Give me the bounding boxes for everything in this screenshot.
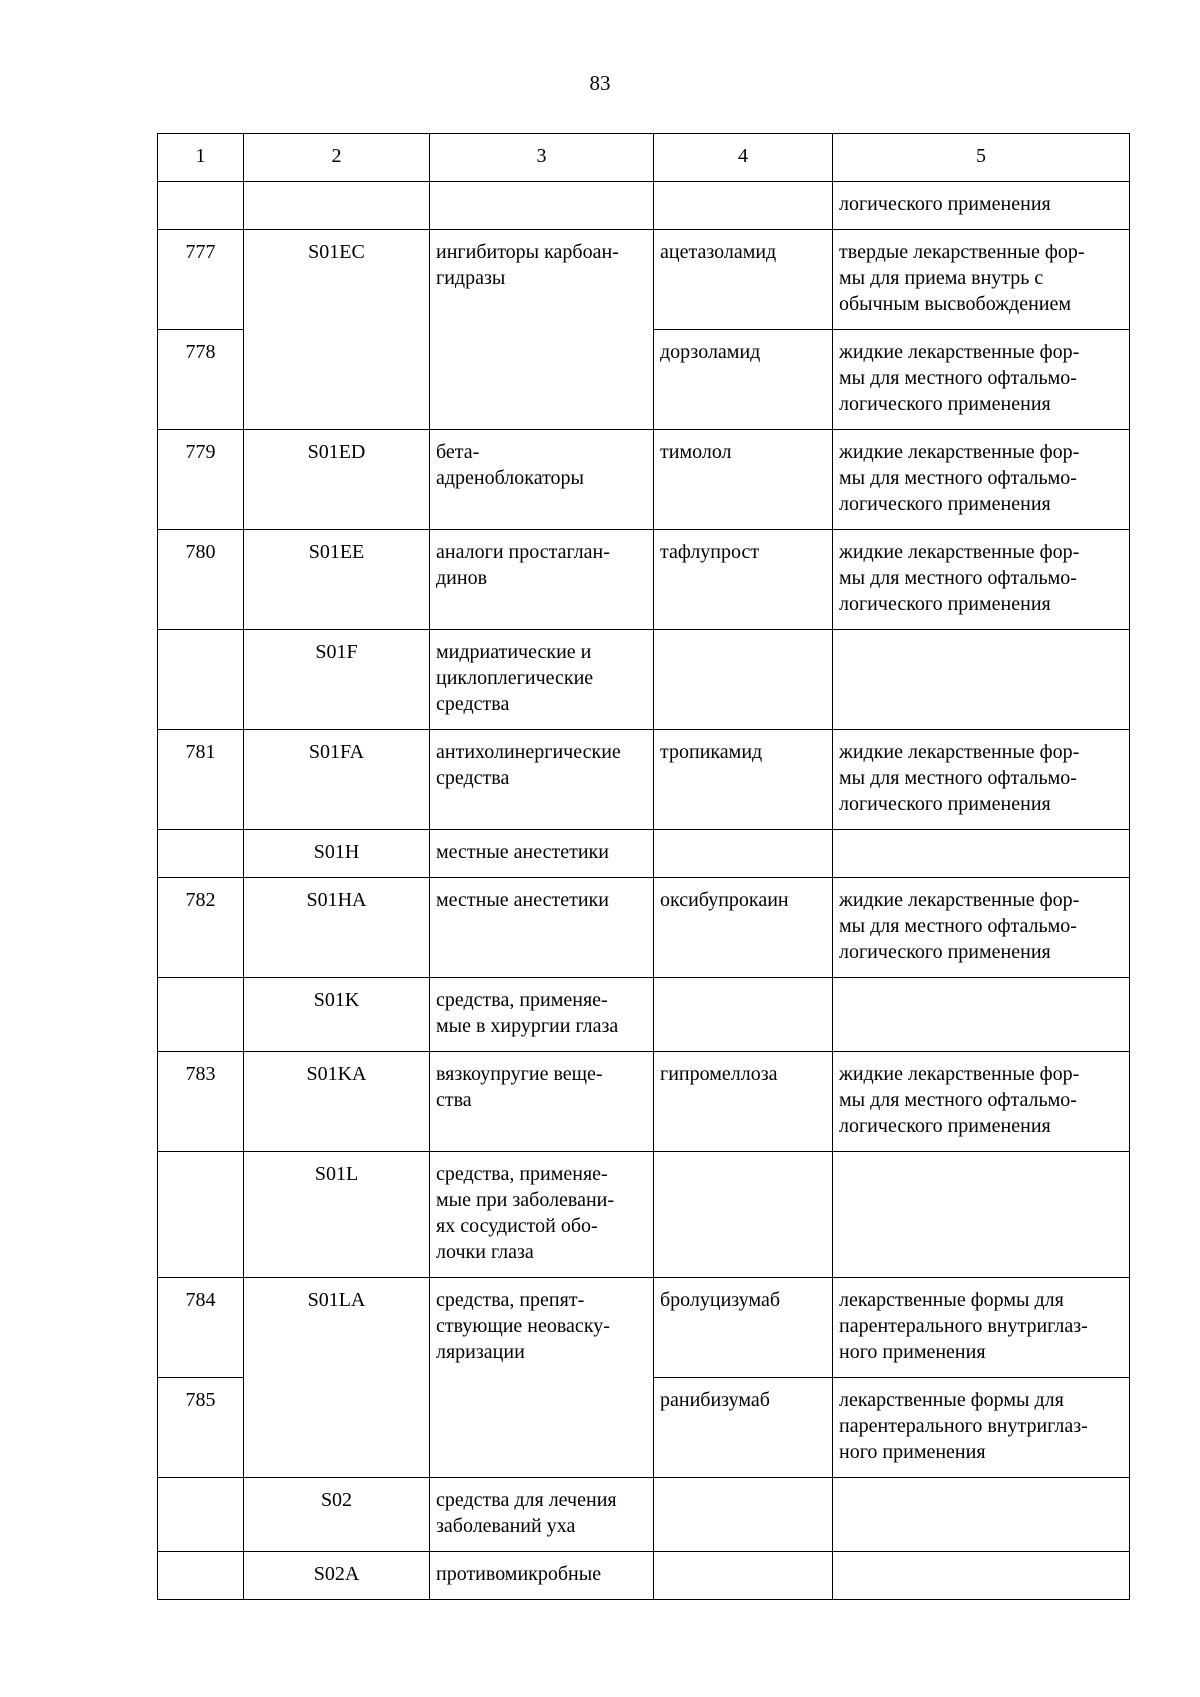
dosage-form-cell bbox=[833, 978, 1130, 1052]
dosage-form-cell bbox=[833, 1552, 1130, 1600]
row-number-cell: 777 bbox=[158, 230, 244, 330]
table-row bbox=[158, 230, 1130, 330]
atc-code-cell: S02 bbox=[244, 1478, 430, 1552]
row-number-cell bbox=[158, 630, 244, 730]
row-number-cell bbox=[158, 1478, 244, 1552]
atc-code-cell: S02A bbox=[244, 1552, 430, 1600]
table-body bbox=[158, 182, 1130, 1600]
row-number-cell: 781 bbox=[158, 730, 244, 830]
drug-name-cell: дорзоламид bbox=[654, 330, 833, 430]
atc-code-cell: S01K bbox=[244, 978, 430, 1052]
atc-code-cell: S01HA bbox=[244, 878, 430, 978]
pharmacological-group-cell: антихолинергические средства bbox=[430, 730, 654, 830]
table-row bbox=[158, 878, 1130, 978]
dosage-form-cell: жидкие лекарственные фор- мы для местного офтальмо- логического применения bbox=[833, 330, 1130, 430]
pharmacological-group-cell: средства для лечения заболеваний уха bbox=[430, 1478, 654, 1552]
drug-name-cell: оксибупрокаин bbox=[654, 878, 833, 978]
row-number-cell bbox=[158, 182, 244, 230]
header-cell-3: 3 bbox=[430, 134, 654, 182]
table-row bbox=[158, 830, 1130, 878]
row-number-cell: 785 bbox=[158, 1378, 244, 1478]
table-row bbox=[158, 1552, 1130, 1600]
drug-name-cell bbox=[654, 830, 833, 878]
dosage-form-cell bbox=[833, 630, 1130, 730]
drug-name-cell bbox=[654, 630, 833, 730]
dosage-form-cell: жидкие лекарственные фор- мы для местного офтальмо- логического применения bbox=[833, 878, 1130, 978]
dosage-form-cell: жидкие лекарственные фор- мы для местного офтальмо- логического применения bbox=[833, 1052, 1130, 1152]
table-row bbox=[158, 1052, 1130, 1152]
table-row bbox=[158, 630, 1130, 730]
pharmacological-group-cell: местные анестетики bbox=[430, 878, 654, 978]
row-number-cell: 779 bbox=[158, 430, 244, 530]
table-row bbox=[158, 1478, 1130, 1552]
atc-code-cell: S01L bbox=[244, 1152, 430, 1278]
atc-code-cell: S01EE bbox=[244, 530, 430, 630]
atc-code-cell bbox=[244, 182, 430, 230]
atc-code-cell: S01H bbox=[244, 830, 430, 878]
row-number-cell: 783 bbox=[158, 1052, 244, 1152]
row-number-cell bbox=[158, 830, 244, 878]
dosage-form-cell: жидкие лекарственные фор- мы для местного офтальмо- логического применения bbox=[833, 530, 1130, 630]
header-cell-5: 5 bbox=[833, 134, 1130, 182]
row-number-cell: 778 bbox=[158, 330, 244, 430]
atc-code-cell: S01KA bbox=[244, 1052, 430, 1152]
table-row bbox=[158, 978, 1130, 1052]
pharmacological-group-cell: бета- адреноблокаторы bbox=[430, 430, 654, 530]
drug-name-cell: тафлупрост bbox=[654, 530, 833, 630]
row-number-cell bbox=[158, 1552, 244, 1600]
pharmacological-group-cell: средства, применяе- мые при заболевани- ях сосудистой обо- лочки глаза bbox=[430, 1152, 654, 1278]
dosage-form-cell: лекарственные формы для парентерального внутриглаз- ного применения bbox=[833, 1278, 1130, 1378]
table-row bbox=[158, 730, 1130, 830]
header-cell-2: 2 bbox=[244, 134, 430, 182]
drug-name-cell bbox=[654, 1552, 833, 1600]
table-row bbox=[158, 430, 1130, 530]
pharmacological-group-cell: средства, применяе- мые в хирургии глаза bbox=[430, 978, 654, 1052]
pharmacological-group-cell: местные анестетики bbox=[430, 830, 654, 878]
drug-name-cell: ранибизумаб bbox=[654, 1378, 833, 1478]
pharmacological-group-cell: ингибиторы карбоан- гидразы bbox=[430, 230, 654, 430]
pharmacological-group-cell: вязкоупругие веще- ства bbox=[430, 1052, 654, 1152]
dosage-form-cell bbox=[833, 1478, 1130, 1552]
dosage-form-cell bbox=[833, 830, 1130, 878]
drug-name-cell bbox=[654, 1152, 833, 1278]
atc-code-cell: S01F bbox=[244, 630, 430, 730]
dosage-form-cell bbox=[833, 1152, 1130, 1278]
header-row bbox=[158, 134, 1130, 182]
row-number-cell: 784 bbox=[158, 1278, 244, 1378]
pharmacological-group-cell: противомикробные bbox=[430, 1552, 654, 1600]
page-number: 83 bbox=[589, 71, 611, 95]
dosage-form-cell: жидкие лекарственные фор- мы для местного офтальмо- логического применения bbox=[833, 730, 1130, 830]
atc-code-cell: S01FA bbox=[244, 730, 430, 830]
table-row bbox=[158, 530, 1130, 630]
pharmacological-group-cell: аналоги простаглан- динов bbox=[430, 530, 654, 630]
row-number-cell: 782 bbox=[158, 878, 244, 978]
drug-name-cell: бролуцизумаб bbox=[654, 1278, 833, 1378]
drug-name-cell bbox=[654, 182, 833, 230]
atc-code-cell: S01EC bbox=[244, 230, 430, 430]
dosage-form-cell: логического применения bbox=[833, 182, 1130, 230]
drug-name-cell bbox=[654, 1478, 833, 1552]
row-number-cell: 780 bbox=[158, 530, 244, 630]
medicines-table bbox=[157, 133, 1130, 1600]
row-number-cell bbox=[158, 978, 244, 1052]
drug-name-cell: тропикамид bbox=[654, 730, 833, 830]
drug-name-cell: гипромеллоза bbox=[654, 1052, 833, 1152]
table-row bbox=[158, 1278, 1130, 1378]
pharmacological-group-cell bbox=[430, 182, 654, 230]
dosage-form-cell: лекарственные формы для парентерального внутриглаз- ного применения bbox=[833, 1378, 1130, 1478]
pharmacological-group-cell: средства, препят- ствующие неоваску- ляризации bbox=[430, 1278, 654, 1478]
row-number-cell bbox=[158, 1152, 244, 1278]
header-cell-4: 4 bbox=[654, 134, 833, 182]
table-row bbox=[158, 182, 1130, 230]
dosage-form-cell: жидкие лекарственные фор- мы для местного офтальмо- логического применения bbox=[833, 430, 1130, 530]
table-row bbox=[158, 1152, 1130, 1278]
drug-name-cell: тимолол bbox=[654, 430, 833, 530]
drug-name-cell bbox=[654, 978, 833, 1052]
atc-code-cell: S01LA bbox=[244, 1278, 430, 1478]
atc-code-cell: S01ED bbox=[244, 430, 430, 530]
header-cell-1: 1 bbox=[158, 134, 244, 182]
pharmacological-group-cell: мидриатические и циклоплегические средства bbox=[430, 630, 654, 730]
dosage-form-cell: твердые лекарственные фор- мы для приема внутрь с обычным высвобождением bbox=[833, 230, 1130, 330]
drug-name-cell: ацетазоламид bbox=[654, 230, 833, 330]
